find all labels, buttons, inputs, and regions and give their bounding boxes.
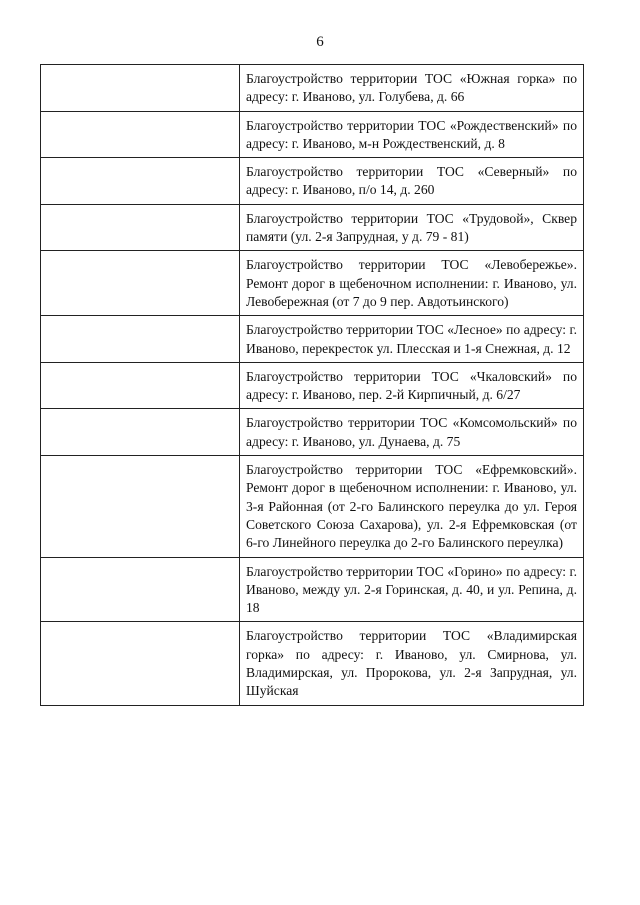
table-row bbox=[41, 316, 584, 363]
project-cell bbox=[240, 158, 584, 205]
empty-cell bbox=[41, 409, 240, 456]
project-cell bbox=[240, 362, 584, 409]
table-row bbox=[41, 409, 584, 456]
table-row bbox=[41, 111, 584, 158]
empty-cell bbox=[41, 456, 240, 557]
project-description: Благоустройство территории ТОС «Горино» по адресу: г. Иваново, между ул. 2-я Горинская, д. 40, и ул. Репина, д. 18 bbox=[246, 563, 577, 616]
page-number: 6 bbox=[316, 34, 324, 50]
project-description: Благоустройство территории ТОС «Южная горка» по адресу: г. Иваново, ул. Голубева, д. 66 bbox=[246, 71, 577, 105]
project-description: Благоустройство территории ТОС «Северный» по адресу: г. Иваново, п/о 14, д. 260 bbox=[246, 164, 577, 198]
project-cell bbox=[240, 622, 584, 705]
table-row bbox=[41, 557, 584, 622]
project-cell bbox=[240, 251, 584, 316]
table-row bbox=[41, 251, 584, 316]
project-description: Благоустройство территории ТОС «Комсомольский» по адресу: г. Иваново, ул. Дунаева, д. 75 bbox=[246, 415, 577, 449]
projects-table bbox=[40, 64, 584, 706]
empty-cell bbox=[41, 557, 240, 622]
table-row bbox=[41, 65, 584, 112]
project-description: Благоустройство территории ТОС «Лесное» по адресу: г. Иваново, перекресток ул. Плесская и 1-я Снежная, д. 12 bbox=[246, 322, 577, 356]
table-row bbox=[41, 158, 584, 205]
empty-cell bbox=[41, 158, 240, 205]
empty-cell bbox=[41, 622, 240, 705]
empty-cell bbox=[41, 204, 240, 251]
empty-cell bbox=[41, 362, 240, 409]
table-row bbox=[41, 622, 584, 705]
project-cell bbox=[240, 111, 584, 158]
project-cell bbox=[240, 456, 584, 557]
empty-cell bbox=[41, 316, 240, 363]
empty-cell bbox=[41, 251, 240, 316]
table-row bbox=[41, 362, 584, 409]
project-description: Благоустройство территории ТОС «Трудовой», Сквер памяти (ул. 2-я Запрудная, у д. 79 - 81) bbox=[246, 210, 577, 245]
project-cell bbox=[240, 316, 584, 363]
project-cell bbox=[240, 557, 584, 622]
table-row bbox=[41, 456, 584, 557]
empty-cell bbox=[41, 65, 240, 112]
project-cell bbox=[240, 409, 584, 456]
project-description: Благоустройство территории ТОС «Левобережье». Ремонт дорог в щебеночном исполнении: г. Иваново, ул. Левобережная (от 7 до 9 пер. Авдотьинского) bbox=[246, 257, 577, 309]
project-description: Благоустройство территории ТОС «Ефремковский». Ремонт дорог в щебеночном исполнении: г. Иваново, ул. 3-я Районная (от 2-го Балинского переулка до ул. Героя Советского Союза Сахарова), ул. 2-я Ефремковская (от 6-го Линейного переулка до 2-го Балинского переулка) bbox=[246, 462, 577, 551]
project-description: Благоустройство территории ТОС «Рождественский» по адресу: г. Иваново, м-н Рождественский, д. 8 bbox=[246, 117, 577, 151]
empty-cell bbox=[41, 111, 240, 158]
project-cell bbox=[240, 204, 584, 251]
project-cell bbox=[240, 65, 584, 112]
table-row bbox=[41, 204, 584, 251]
project-description: Благоустройство территории ТОС «Чкаловский» по адресу: г. Иваново, пер. 2-й Кирпичный, д. 6/27 bbox=[246, 368, 577, 403]
project-description: Благоустройство территории ТОС «Владимирская горка» по адресу: г. Иваново, ул. Смирнова, ул. Владимирская, ул. Пророкова, ул. 2-я Запрудная, ул. Шуйская bbox=[246, 628, 577, 699]
